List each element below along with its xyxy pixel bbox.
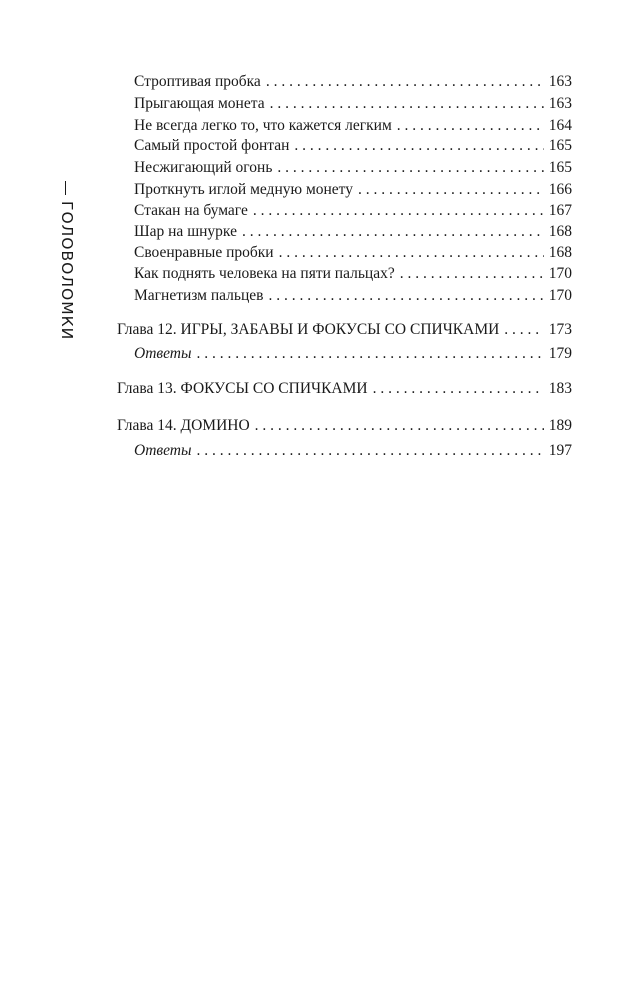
toc-answers-page: 179	[548, 345, 572, 362]
toc-entry-page: 168	[548, 244, 572, 261]
toc-chapter-page: 189	[548, 417, 572, 434]
toc-entry-page: 167	[548, 202, 572, 219]
toc-entry[interactable]	[134, 158, 572, 178]
running-head-label: ГОЛОВОЛОМКИ	[58, 201, 76, 341]
dot-leader	[253, 201, 544, 221]
toc-entry[interactable]	[134, 286, 572, 306]
toc-entry-title: Шар на шнурке	[134, 223, 237, 240]
toc-chapter-title: Глава 14. ДОМИНО	[117, 417, 250, 434]
toc-entry-title: Не всегда легко то, что кажется легким	[134, 117, 392, 134]
dot-leader	[358, 180, 544, 200]
toc-entry[interactable]	[134, 243, 572, 263]
dot-leader	[270, 94, 544, 114]
dot-leader	[400, 264, 544, 284]
toc-entry-title: Строптивая пробка	[134, 73, 261, 90]
toc-entry[interactable]	[134, 222, 572, 242]
dot-leader	[294, 136, 543, 156]
toc-entry[interactable]	[134, 180, 572, 200]
dot-leader	[242, 222, 544, 242]
dot-leader	[373, 379, 544, 399]
toc-entry-title: Стакан на бумаге	[134, 202, 248, 219]
toc-entry-page: 168	[548, 223, 572, 240]
toc-entry-title: Своенравные пробки	[134, 244, 274, 261]
dot-leader	[504, 320, 543, 340]
toc-entry-title: Как поднять человека на пяти пальцах?	[134, 265, 395, 282]
toc-entry-page: 164	[548, 117, 572, 134]
toc-entry-page: 166	[548, 181, 572, 198]
toc-chapter-title: Глава 12. ИГРЫ, ЗАБАВЫ И ФОКУСЫ СО СПИЧКАМИ	[117, 321, 500, 338]
toc-entry[interactable]	[134, 201, 572, 221]
dot-leader	[255, 416, 544, 436]
toc-chapter-14[interactable]	[117, 416, 572, 436]
toc-entry-title: Прыгающая монета	[134, 95, 265, 112]
toc-chapter-title: Глава 13. ФОКУСЫ СО СПИЧКАМИ	[117, 380, 368, 397]
toc-entry-page: 163	[548, 73, 572, 90]
toc-chapter-12-answers[interactable]	[134, 344, 572, 364]
toc-entry-title: Проткнуть иглой медную монету	[134, 181, 353, 198]
toc-entry-page: 163	[548, 95, 572, 112]
dot-leader	[266, 72, 544, 92]
toc-entry[interactable]	[134, 136, 572, 156]
toc-entry-page: 170	[548, 265, 572, 282]
toc-entry[interactable]	[134, 72, 572, 92]
dot-leader	[279, 243, 544, 263]
toc-entry-page: 165	[548, 159, 572, 176]
toc-chapter-page: 173	[548, 321, 572, 338]
toc-entry-page: 170	[548, 287, 572, 304]
toc-entry[interactable]	[134, 94, 572, 114]
toc-entry-title: Магнетизм пальцев	[134, 287, 264, 304]
toc-chapter-12[interactable]	[117, 320, 572, 340]
toc-chapter-13[interactable]	[117, 379, 572, 399]
dot-leader	[268, 286, 543, 306]
toc-chapter-page: 183	[548, 380, 572, 397]
toc-answers-title: Ответы	[134, 442, 192, 459]
toc-entry-title: Несжигающий огонь	[134, 159, 273, 176]
dot-leader	[196, 344, 543, 364]
toc-answers-title: Ответы	[134, 345, 192, 362]
toc-entry-title: Самый простой фонтан	[134, 137, 290, 154]
dot-leader	[397, 116, 544, 136]
dot-leader	[196, 441, 543, 461]
toc-answers-page: 197	[548, 442, 572, 459]
toc-chapter-14-answers[interactable]	[134, 441, 572, 461]
toc-entry[interactable]	[134, 116, 572, 136]
toc-entry[interactable]	[134, 264, 572, 284]
toc-entry-page: 165	[548, 137, 572, 154]
dot-leader	[277, 158, 543, 178]
